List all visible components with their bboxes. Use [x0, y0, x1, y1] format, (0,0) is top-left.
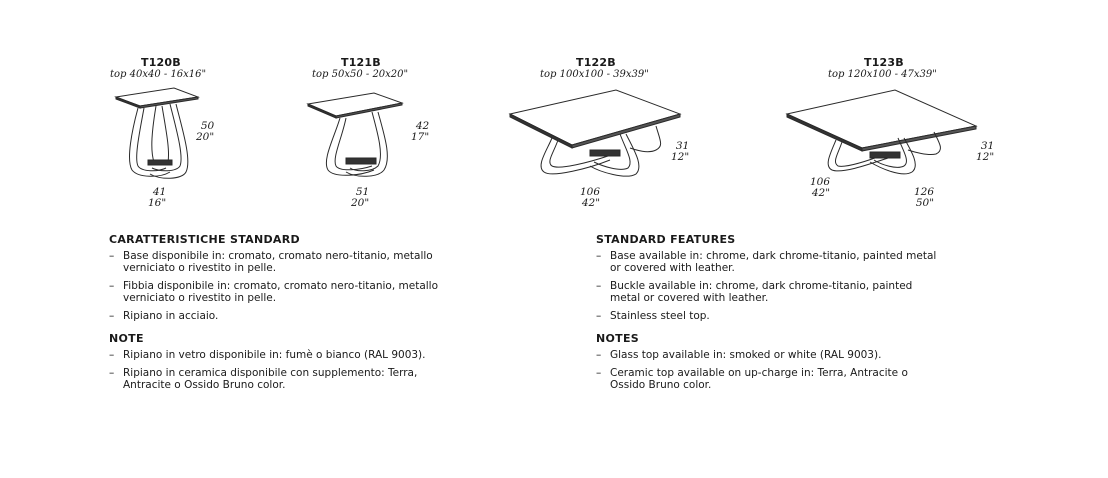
height-dim: 42 17" — [411, 120, 430, 143]
depth-dim: 106 42" — [810, 176, 831, 199]
product-code: T122B — [576, 56, 616, 69]
list-item: – Ripiano in vetro disponibile in: fumè o bianco (RAL 9003). — [109, 349, 453, 361]
notes-heading: NOTE — [109, 332, 144, 345]
height-dim: 31 12" — [976, 140, 995, 163]
list-item: – Ripiano in acciaio. — [109, 310, 453, 322]
height-dim: 50 20" — [196, 120, 215, 143]
width-dim: 41 16" — [148, 186, 167, 209]
features-list — [109, 250, 453, 322]
list-item: – Stainless steel top. — [596, 310, 940, 322]
height-dim: 31 12" — [671, 140, 690, 163]
width-dim: 126 50" — [914, 186, 935, 209]
list-item: – Glass top available in: smoked or white (RAL 9003). — [596, 349, 940, 361]
list-item: – Ceramic top available on up-charge in: Terra, Antracite o Ossido Bruno color. — [596, 367, 940, 391]
list-item: – Fibbia disponibile in: cromato, cromato nero-titanio, metallo verniciato o rivestito in pelle. — [109, 280, 453, 304]
width-dim: 51 20" — [351, 186, 370, 209]
product-code: T123B — [864, 56, 904, 69]
product-size: top 50x50 - 20x20" — [312, 69, 409, 80]
notes-list — [596, 349, 940, 391]
product-code: T121B — [341, 56, 381, 69]
features-list — [596, 250, 940, 322]
product-size: top 100x100 - 39x39" — [540, 69, 649, 80]
notes-heading: NOTES — [596, 332, 639, 345]
italian-column — [109, 234, 453, 397]
list-item: – Base disponibile in: cromato, cromato nero-titanio, metallo verniciato o rivestito in pelle. — [109, 250, 453, 274]
list-item: – Base available in: chrome, dark chrome-titanio, painted metal or covered with leather. — [596, 250, 940, 274]
features-heading: CARATTERISTICHE STANDARD — [109, 233, 300, 246]
notes-list — [109, 349, 453, 391]
english-column — [596, 234, 940, 397]
features-heading: STANDARD FEATURES — [596, 233, 736, 246]
list-item: – Ripiano in ceramica disponibile con supplemento: Terra, Antracite o Ossido Bruno color. — [109, 367, 453, 391]
width-dim: 106 42" — [580, 186, 601, 209]
product-code: T120B — [141, 56, 181, 69]
product-size: top 40x40 - 16x16" — [110, 69, 207, 80]
list-item: – Buckle available in: chrome, dark chrome-titanio, painted metal or covered with leather. — [596, 280, 940, 304]
product-size: top 120x100 - 47x39" — [828, 69, 937, 80]
